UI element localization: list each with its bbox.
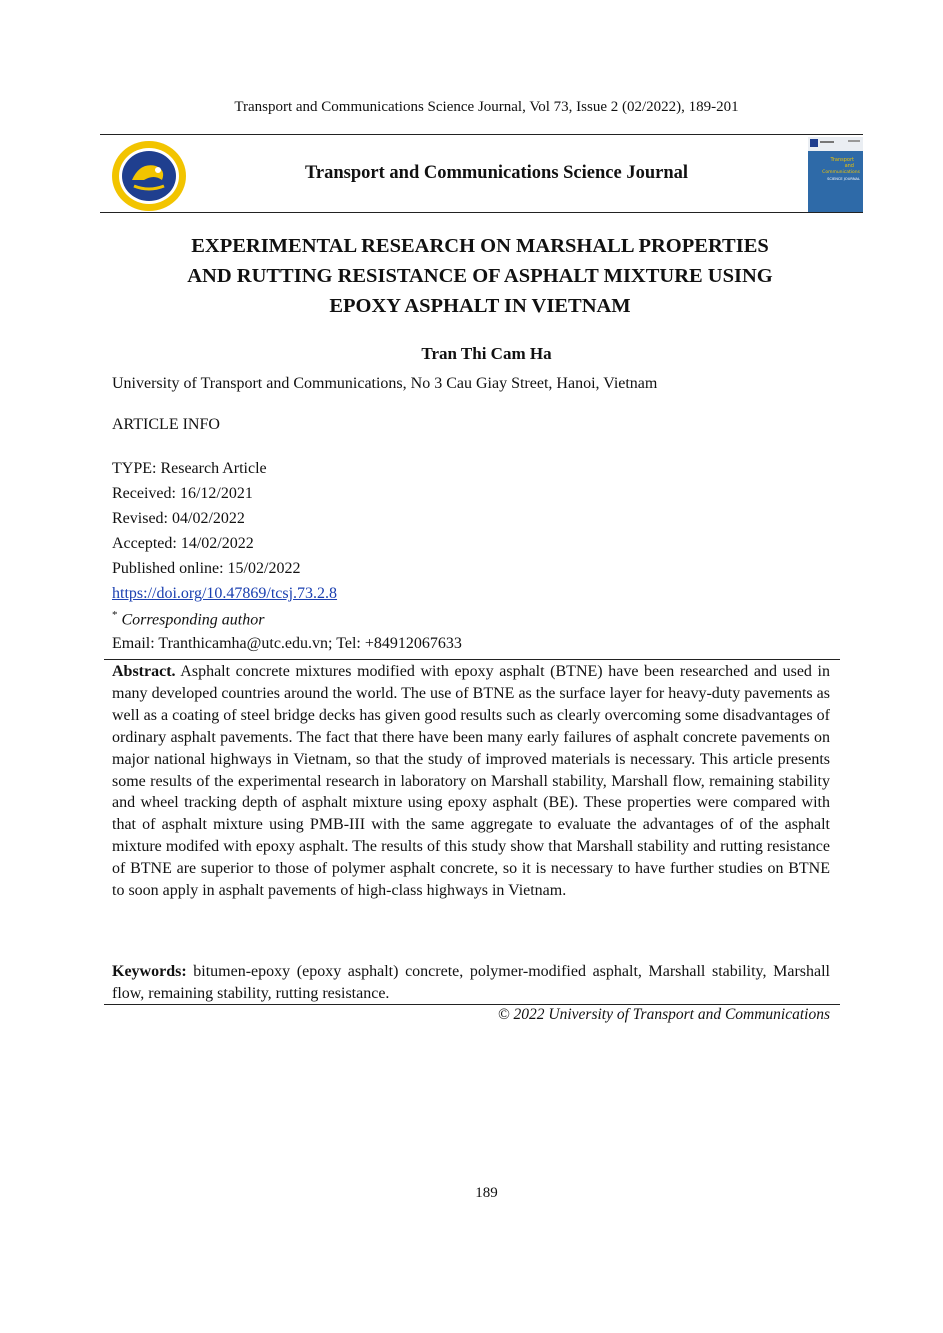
abstract-bottom-rule	[104, 1004, 840, 1005]
accepted-date: Accepted: 14/02/2022	[112, 535, 254, 552]
revised-date: Revised: 04/02/2022	[112, 510, 245, 527]
article-info-heading: ARTICLE INFO	[112, 416, 220, 433]
corresponding-mark: *	[112, 609, 118, 621]
cover-line-4: SCIENCE JOURNAL	[827, 177, 860, 181]
article-meta	[112, 456, 337, 606]
header-bottom-rule	[100, 212, 863, 213]
journal-title: Transport and Communications Science Journal	[304, 163, 689, 183]
corresponding-author-note	[112, 609, 264, 629]
author-name: Tran Thi Cam Ha	[421, 344, 552, 363]
title-line-2: AND RUTTING RESISTANCE OF ASPHALT MIXTURE USING	[187, 265, 773, 287]
abstract	[112, 661, 830, 902]
journal-cover-thumbnail	[808, 137, 863, 212]
abstract-text: Asphalt concrete mixtures modified with epoxy asphalt (BTNE) have been researched and used in many developed countries around the world. The use of BTNE as the surface layer for heavy-duty pavements as well as a coating of steel bridge decks has given good results such as clearly overcoming some disadvantages of ordinary asphalt pavements. The fact that there have been many early failures of asphalt concrete pavements on major national highways in Vietnam, so that the study of improved materials is necessary. This article presents some results of the experimental research in laboratory on Marshall stability, Marshall flow, remaining stability and wheel tracking depth of asphalt mixture using epoxy asphalt (BE). These properties were compared with that of asphalt mixture using PMB-III with the same aggregate to evaluate the advantages of of the asphalt mixture modifed with epoxy asphalt. The results of this study show that Marshall stability and rutting resistance of BTNE are superior to those of polymer asphalt concrete, so it is necessary to have further studies on BTNE to soon apply in asphalt pavements of high-class highways in Vietnam.	[112, 663, 830, 900]
keywords-text: bitumen-epoxy (epoxy asphalt) concrete, polymer-modified asphalt, Marshall stability, Marshall flow, remaining stability, rutting resistance.	[112, 963, 831, 1002]
header-rule	[100, 134, 863, 135]
affiliation: University of Transport and Communications, No 3 Cau Giay Street, Hanoi, Vietnam	[112, 375, 658, 392]
page-number: 189	[475, 1185, 498, 1201]
cover-line-3: Communications	[822, 170, 860, 175]
title-line-1: EXPERIMENTAL RESEARCH ON MARSHALL PROPERTIES	[191, 235, 769, 257]
running-header: Transport and Communications Science Journal, Vol 73, Issue 2 (02/2022), 189-201	[234, 99, 739, 115]
article-type: TYPE: Research Article	[112, 460, 267, 477]
cover-line-2: and	[844, 163, 854, 169]
published-date: Published online: 15/02/2022	[112, 560, 301, 577]
keywords-label: Keywords:	[112, 963, 187, 980]
cover-line-1: Transport	[830, 157, 854, 163]
copyright-notice: © 2022 University of Transport and Communications	[497, 1006, 830, 1023]
title-line-3: EPOXY ASPHALT IN VIETNAM	[329, 295, 631, 317]
doi-link[interactable]: https://doi.org/10.47869/tcsj.73.2.8	[112, 585, 338, 602]
corresponding-label: Corresponding author	[121, 611, 265, 629]
contact-email: Email: Tranthicamha@utc.edu.vn; Tel: +84912067633	[112, 635, 462, 652]
article-title	[100, 231, 860, 321]
received-date: Received: 16/12/2021	[112, 485, 253, 502]
keywords	[112, 961, 830, 1005]
abstract-label: Abstract.	[112, 663, 176, 680]
abstract-top-rule	[104, 659, 840, 660]
